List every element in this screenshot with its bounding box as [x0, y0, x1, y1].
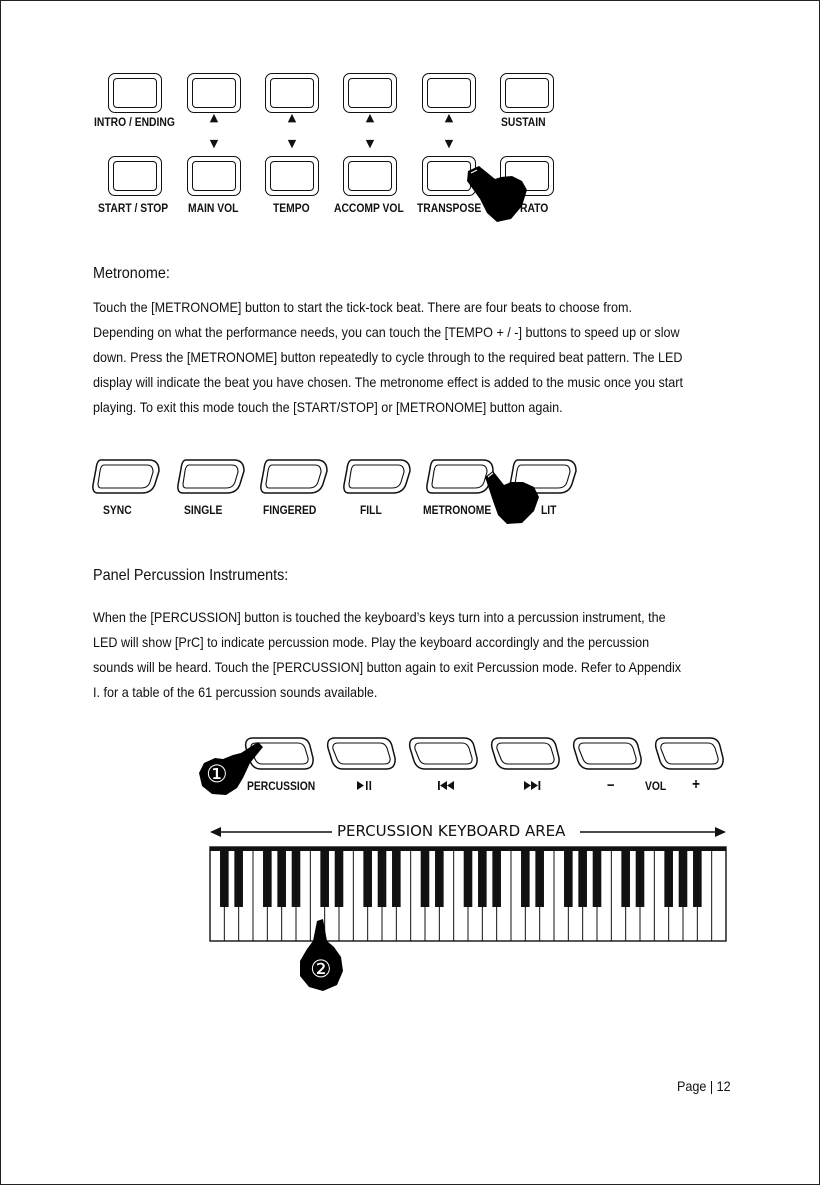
- piano-keyboard: [210, 847, 726, 941]
- transpose-label: TRANSPOSE: [417, 201, 482, 215]
- black-key[interactable]: [464, 851, 473, 907]
- previous-icon: [438, 781, 454, 790]
- percussion-panel-graphic: [1, 1, 820, 1001]
- black-key[interactable]: [392, 851, 401, 907]
- volume-up-button[interactable]: [656, 738, 723, 769]
- black-key[interactable]: [621, 851, 630, 907]
- percussion-label: PERCUSSION: [247, 779, 316, 793]
- vibrato-label: RATO: [520, 201, 549, 215]
- page-number: Page | 12: [677, 1078, 731, 1094]
- sustain-label: SUSTAIN: [501, 115, 546, 129]
- black-key[interactable]: [234, 851, 243, 907]
- sync-label: SYNC: [103, 503, 132, 517]
- down-arrow-icon: ▼: [287, 137, 297, 150]
- fingered-label: FINGERED: [263, 503, 317, 517]
- split-label: LIT: [541, 503, 557, 517]
- black-key[interactable]: [421, 851, 430, 907]
- text-line: I. for a table of the 61 percussion sounds available.: [93, 684, 378, 700]
- black-key[interactable]: [335, 851, 344, 907]
- black-key[interactable]: [320, 851, 329, 907]
- text-line: display will indicate the beat you have chosen. The metronome effect is added to the music once you start: [93, 374, 683, 390]
- tempo-label: TEMPO: [273, 201, 310, 215]
- fill-label: FILL: [360, 503, 382, 517]
- step-two-badge: ②: [310, 955, 332, 983]
- text-line: Touch the [METRONOME] button to start the tick-tock beat. There are four beats to choose from.: [93, 299, 633, 315]
- text-line: LED will show [PrC] to indicate percussion mode. Play the keyboard accordingly and the percussion: [93, 634, 650, 650]
- text-line: When the [PERCUSSION] button is touched the keyboard’s keys turn into a percussion instrument, the: [93, 609, 666, 625]
- black-key[interactable]: [492, 851, 501, 907]
- text-line: down. Press the [METRONOME] button repeatedly to cycle through to the required beat pattern. The LED: [93, 349, 683, 365]
- black-key[interactable]: [220, 851, 229, 907]
- text-line: playing. To exit this mode touch the [START/STOP] or [METRONOME] button again.: [93, 399, 563, 415]
- percussion-heading: Panel Percussion Instruments:: [93, 567, 289, 584]
- volume-down-button[interactable]: [574, 738, 641, 769]
- accomp-vol-label: ACCOMP VOL: [334, 201, 404, 215]
- black-key[interactable]: [636, 851, 645, 907]
- next-icon: [524, 781, 540, 790]
- black-key[interactable]: [693, 851, 702, 907]
- down-arrow-icon: ▼: [209, 137, 219, 150]
- black-key[interactable]: [263, 851, 272, 907]
- start-stop-label: START / STOP: [98, 201, 169, 215]
- play-pause-button[interactable]: [328, 738, 395, 769]
- step-one-badge: ①: [206, 760, 228, 788]
- keyboard-area-label: PERCUSSION KEYBOARD AREA: [337, 822, 566, 840]
- intro-ending-label: INTRO / ENDING: [94, 115, 175, 129]
- metronome-label: METRONOME: [423, 503, 492, 517]
- up-arrow-icon: ▲: [365, 111, 375, 124]
- black-key[interactable]: [478, 851, 487, 907]
- down-arrow-icon: ▼: [444, 137, 454, 150]
- black-key[interactable]: [378, 851, 387, 907]
- up-arrow-icon: ▲: [444, 111, 454, 124]
- black-key[interactable]: [593, 851, 602, 907]
- next-button[interactable]: [492, 738, 559, 769]
- up-arrow-icon: ▲: [287, 111, 297, 124]
- metronome-heading: Metronome:: [93, 265, 170, 282]
- plus-label: +: [692, 776, 701, 793]
- black-key[interactable]: [521, 851, 530, 907]
- black-key[interactable]: [292, 851, 301, 907]
- black-key[interactable]: [664, 851, 673, 907]
- black-key[interactable]: [535, 851, 544, 907]
- black-key[interactable]: [679, 851, 688, 907]
- main-vol-label: MAIN VOL: [188, 201, 239, 215]
- single-label: SINGLE: [184, 503, 223, 517]
- black-key[interactable]: [363, 851, 372, 907]
- black-key[interactable]: [435, 851, 444, 907]
- down-arrow-icon: ▼: [365, 137, 375, 150]
- text-line: Depending on what the performance needs, you can touch the [TEMPO + / -] buttons to speed up or slow: [93, 324, 680, 340]
- vol-label: VOL: [645, 779, 667, 793]
- black-key[interactable]: [277, 851, 286, 907]
- minus-label: −: [607, 777, 615, 794]
- text-line: sounds will be heard. Touch the [PERCUSSION] button again to exit Percussion mode. Refer to Appendix: [93, 659, 682, 675]
- up-arrow-icon: ▲: [209, 111, 219, 124]
- play-pause-icon: [357, 781, 371, 790]
- black-key[interactable]: [578, 851, 587, 907]
- previous-button[interactable]: [410, 738, 477, 769]
- black-key[interactable]: [564, 851, 573, 907]
